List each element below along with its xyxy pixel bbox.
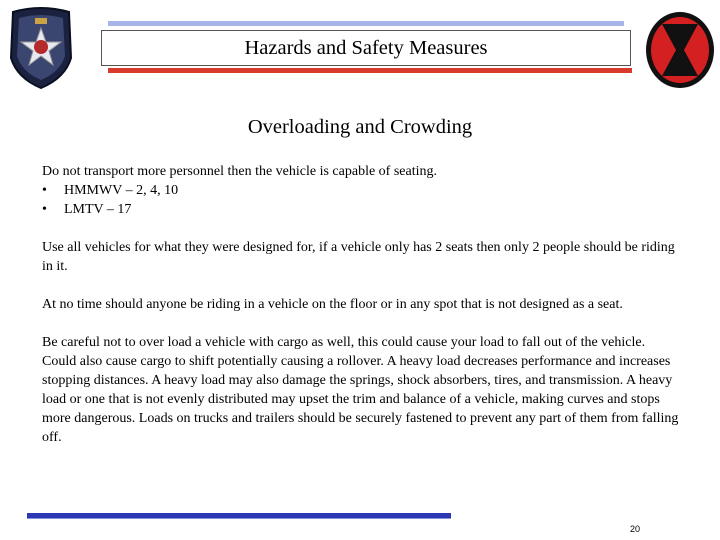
paragraph-seating: Use all vehicles for what they were designed for, if a vehicle only has 2 seats then only 2 people should be riding in it. xyxy=(42,240,675,274)
paragraph-cargo: Be careful not to over load a vehicle with cargo as well, this could cause your load to fall out of the vehicle. Could also cause cargo to shift potentially causing a rollover. A heavy load decreases performance and increases stopping distances. A heavy load may also damage the springs, shock absorbers, tires, and transmission. A heavy load or one that is not evenly distributed may upset the trim and balance of a vehicle, making curves and stops more dangerous. Loads on trucks and trailers should be securely fastened to prevent any part of them from falling off. xyxy=(42,335,679,445)
list-item xyxy=(42,200,682,219)
page-number: 20 xyxy=(629,524,640,534)
intro-text: Do not transport more personnel then the vehicle is capable of seating. xyxy=(42,164,437,179)
title-box xyxy=(101,30,631,66)
hourglass-division-patch-icon xyxy=(644,10,716,90)
header-top-bar xyxy=(108,21,624,26)
slide-content xyxy=(42,162,682,447)
bullet-marker: • xyxy=(42,202,47,217)
slide-subtitle: Overloading and Crowding xyxy=(247,116,473,138)
bullet-text: HMMWV – 2, 4, 10 xyxy=(64,183,179,198)
footer-bar-shadow xyxy=(27,518,451,519)
list-item xyxy=(42,181,682,200)
paragraph-floor: At no time should anyone be riding in a vehicle on the floor or in any spot that is not designed as a seat. xyxy=(42,297,623,312)
page-title: Hazards and Safety Measures xyxy=(244,36,488,59)
bullet-marker: • xyxy=(42,183,47,198)
bullet-text: LMTV – 17 xyxy=(64,202,132,217)
header-red-bar xyxy=(108,68,632,73)
unit-star-emblem-icon xyxy=(5,6,77,90)
bullet-list xyxy=(42,181,682,219)
